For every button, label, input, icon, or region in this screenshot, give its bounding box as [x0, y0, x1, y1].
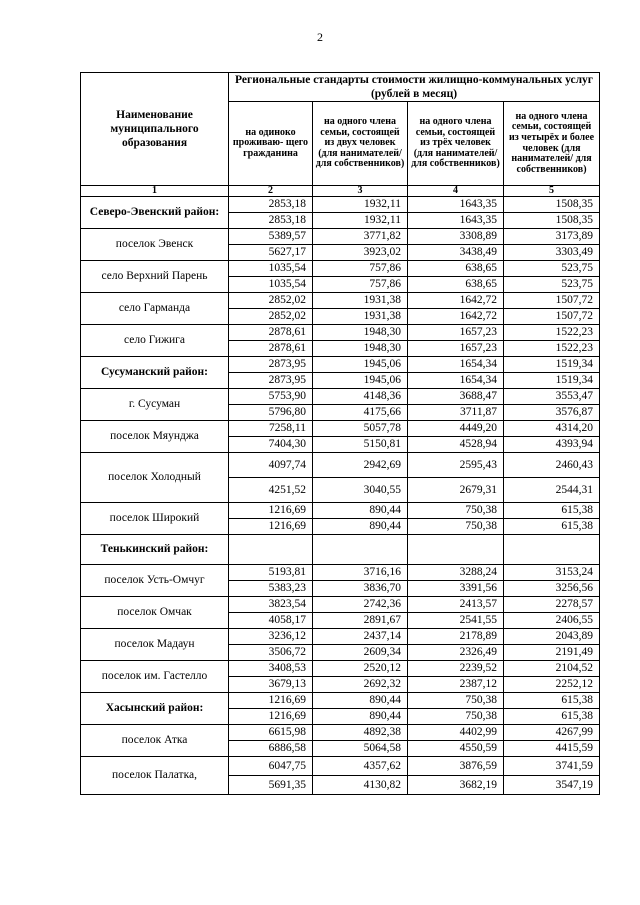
- cost-value-cell: 1522,23: [504, 325, 600, 341]
- cost-value-cell: 523,75: [504, 261, 600, 277]
- cost-value-cell: 4314,20: [504, 421, 600, 437]
- cost-value-cell: 5796,80: [229, 405, 313, 421]
- cost-value-cell: 757,86: [313, 261, 408, 277]
- table-row: [81, 597, 600, 613]
- cost-value-cell: 2239,52: [408, 661, 504, 677]
- cost-value-cell: 1522,23: [504, 341, 600, 357]
- cost-value-cell: 750,38: [408, 709, 504, 725]
- empty-cell: [313, 535, 408, 565]
- cost-value-cell: 4267,99: [504, 725, 600, 741]
- municipality-name: г. Сусуман: [81, 389, 229, 421]
- cost-value-cell: 2520,12: [313, 661, 408, 677]
- municipality-name: поселок Усть-Омчуг: [81, 565, 229, 597]
- cost-value-cell: 2278,57: [504, 597, 600, 613]
- cost-value-cell: 1216,69: [229, 519, 313, 535]
- cost-value-cell: 3256,56: [504, 581, 600, 597]
- cost-value-cell: 3438,49: [408, 245, 504, 261]
- cost-value-cell: 3153,24: [504, 565, 600, 581]
- cost-value-cell: 7404,30: [229, 437, 313, 453]
- cost-value-cell: 1507,72: [504, 309, 600, 325]
- cost-value-cell: 4402,99: [408, 725, 504, 741]
- table-row: [81, 261, 600, 277]
- municipality-name: Хасынский район:: [81, 693, 229, 725]
- cost-value-cell: 5691,35: [229, 776, 313, 795]
- cost-value-cell: 1657,23: [408, 325, 504, 341]
- cost-value-cell: 750,38: [408, 693, 504, 709]
- municipality-name: поселок Омчак: [81, 597, 229, 629]
- cost-value-cell: 638,65: [408, 277, 504, 293]
- cost-value-cell: 2692,32: [313, 677, 408, 693]
- cost-value-cell: 3553,47: [504, 389, 600, 405]
- cost-value-cell: 1654,34: [408, 357, 504, 373]
- cost-value-cell: 2942,69: [313, 453, 408, 478]
- cost-value-cell: 3506,72: [229, 645, 313, 661]
- cost-value-cell: 2252,12: [504, 677, 600, 693]
- cost-value-cell: 1643,35: [408, 213, 504, 229]
- table-row: [81, 661, 600, 677]
- table-row: [81, 453, 600, 478]
- cost-value-cell: 2742,36: [313, 597, 408, 613]
- table-row: [81, 389, 600, 405]
- cost-value-cell: 1948,30: [313, 341, 408, 357]
- cost-value-cell: 5383,23: [229, 581, 313, 597]
- cost-value-cell: 3716,16: [313, 565, 408, 581]
- cost-value-cell: 890,44: [313, 693, 408, 709]
- cost-value-cell: 5057,78: [313, 421, 408, 437]
- empty-cell: [229, 535, 313, 565]
- table-row: [81, 503, 600, 519]
- cost-value-cell: 3408,53: [229, 661, 313, 677]
- cost-value-cell: 1216,69: [229, 709, 313, 725]
- cost-value-cell: 4357,62: [313, 757, 408, 776]
- cost-value-cell: 2437,14: [313, 629, 408, 645]
- cost-value-cell: 4449,20: [408, 421, 504, 437]
- cost-value-cell: 2609,34: [313, 645, 408, 661]
- cost-value-cell: 2544,31: [504, 478, 600, 503]
- cost-value-cell: 890,44: [313, 709, 408, 725]
- cost-value-cell: 6615,98: [229, 725, 313, 741]
- municipality-name: Сусуманский район:: [81, 357, 229, 389]
- municipality-name: поселок Широкий: [81, 503, 229, 535]
- cost-value-cell: 1642,72: [408, 293, 504, 309]
- cost-value-cell: 3303,49: [504, 245, 600, 261]
- cost-value-cell: 1508,35: [504, 197, 600, 213]
- cost-value-cell: 1519,34: [504, 373, 600, 389]
- cost-value-cell: 2104,52: [504, 661, 600, 677]
- header-col-3: на одного члена семьи, состоящей из двух человек (для нанимателей/ для собственников): [313, 102, 408, 186]
- municipality-name: село Верхний Парень: [81, 261, 229, 293]
- cost-value-cell: 6886,58: [229, 741, 313, 757]
- cost-value-cell: 3391,56: [408, 581, 504, 597]
- cost-value-cell: 3876,59: [408, 757, 504, 776]
- column-index: 5: [504, 186, 600, 197]
- cost-value-cell: 5627,17: [229, 245, 313, 261]
- cost-value-cell: 2852,02: [229, 309, 313, 325]
- table-row: [81, 421, 600, 437]
- cost-value-cell: 3836,70: [313, 581, 408, 597]
- cost-value-cell: 2853,18: [229, 197, 313, 213]
- page-number: 2: [317, 30, 323, 44]
- municipality-name: поселок Мяунджа: [81, 421, 229, 453]
- cost-value-cell: 750,38: [408, 503, 504, 519]
- cost-value-cell: 3679,13: [229, 677, 313, 693]
- column-index: 2: [229, 186, 313, 197]
- cost-value-cell: 1216,69: [229, 693, 313, 709]
- cost-value-cell: 1507,72: [504, 293, 600, 309]
- cost-value-cell: 5064,58: [313, 741, 408, 757]
- header-group: Региональные стандарты стоимости жилищно-коммунальных услуг (рублей в месяц): [229, 73, 600, 102]
- cost-value-cell: 4550,59: [408, 741, 504, 757]
- municipality-name: село Гарманда: [81, 293, 229, 325]
- table-row: [81, 725, 600, 741]
- cost-value-cell: 3040,55: [313, 478, 408, 503]
- table-row: [81, 229, 600, 245]
- cost-value-cell: 4148,36: [313, 389, 408, 405]
- cost-value-cell: 615,38: [504, 503, 600, 519]
- cost-value-cell: 2873,95: [229, 373, 313, 389]
- cost-value-cell: 890,44: [313, 519, 408, 535]
- municipality-name: поселок Мадаун: [81, 629, 229, 661]
- column-index: 4: [408, 186, 504, 197]
- cost-value-cell: 1657,23: [408, 341, 504, 357]
- cost-value-cell: 4058,17: [229, 613, 313, 629]
- table-row: [81, 357, 600, 373]
- cost-value-cell: 3236,12: [229, 629, 313, 645]
- cost-value-cell: 1931,38: [313, 293, 408, 309]
- municipality-name: Тенькинский район:: [81, 535, 229, 565]
- cost-value-cell: 1643,35: [408, 197, 504, 213]
- empty-cell: [504, 535, 600, 565]
- municipality-name: поселок Холодный: [81, 453, 229, 503]
- header-col-5: на одного члена семьи, состоящей из четырёх и более человек (для нанимателей/ для собственников): [504, 102, 600, 186]
- cost-value-cell: 750,38: [408, 519, 504, 535]
- cost-value-cell: 890,44: [313, 503, 408, 519]
- cost-value-cell: 1519,34: [504, 357, 600, 373]
- cost-value-cell: 2178,89: [408, 629, 504, 645]
- cost-value-cell: 2191,49: [504, 645, 600, 661]
- cost-value-cell: 3173,89: [504, 229, 600, 245]
- cost-value-cell: 2878,61: [229, 341, 313, 357]
- cost-value-cell: 4251,52: [229, 478, 313, 503]
- cost-value-cell: 2043,89: [504, 629, 600, 645]
- column-index: 3: [313, 186, 408, 197]
- cost-value-cell: 2413,57: [408, 597, 504, 613]
- cost-value-cell: 3771,82: [313, 229, 408, 245]
- cost-value-cell: 4528,94: [408, 437, 504, 453]
- cost-value-cell: 3688,47: [408, 389, 504, 405]
- cost-value-cell: 5389,57: [229, 229, 313, 245]
- cost-value-cell: 3547,19: [504, 776, 600, 795]
- cost-value-cell: 615,38: [504, 709, 600, 725]
- cost-value-cell: 638,65: [408, 261, 504, 277]
- cost-value-cell: 2873,95: [229, 357, 313, 373]
- cost-value-cell: 1945,06: [313, 373, 408, 389]
- cost-value-cell: 3823,54: [229, 597, 313, 613]
- cost-value-cell: 2460,43: [504, 453, 600, 478]
- cost-value-cell: 4393,94: [504, 437, 600, 453]
- cost-value-cell: 523,75: [504, 277, 600, 293]
- table-row: [81, 535, 600, 565]
- cost-value-cell: 4097,74: [229, 453, 313, 478]
- cost-value-cell: 2541,55: [408, 613, 504, 629]
- housing-cost-standards-table: [80, 72, 600, 795]
- cost-value-cell: 1654,34: [408, 373, 504, 389]
- cost-value-cell: 2326,49: [408, 645, 504, 661]
- cost-value-cell: 1642,72: [408, 309, 504, 325]
- cost-value-cell: 7258,11: [229, 421, 313, 437]
- cost-value-cell: 3682,19: [408, 776, 504, 795]
- cost-value-cell: 2387,12: [408, 677, 504, 693]
- municipality-name: село Гижига: [81, 325, 229, 357]
- table-row: [81, 693, 600, 709]
- cost-value-cell: 1945,06: [313, 357, 408, 373]
- cost-value-cell: 5150,81: [313, 437, 408, 453]
- cost-value-cell: 615,38: [504, 693, 600, 709]
- table-row: [81, 293, 600, 309]
- cost-value-cell: 2679,31: [408, 478, 504, 503]
- header-col-4: на одного члена семьи, состоящей из трёх человек (для нанимателей/ для собственников): [408, 102, 504, 186]
- cost-value-cell: 2853,18: [229, 213, 313, 229]
- cost-value-cell: 1035,54: [229, 277, 313, 293]
- table-row: [81, 197, 600, 213]
- cost-value-cell: 615,38: [504, 519, 600, 535]
- cost-value-cell: 5753,90: [229, 389, 313, 405]
- cost-value-cell: 3288,24: [408, 565, 504, 581]
- cost-value-cell: 1216,69: [229, 503, 313, 519]
- table-body: [81, 197, 600, 795]
- cost-value-cell: 1931,38: [313, 309, 408, 325]
- cost-value-cell: 2852,02: [229, 293, 313, 309]
- cost-value-cell: 6047,75: [229, 757, 313, 776]
- cost-value-cell: 2891,67: [313, 613, 408, 629]
- cost-value-cell: 5193,81: [229, 565, 313, 581]
- municipality-name: поселок Палатка,: [81, 757, 229, 795]
- municipality-name: поселок Эвенск: [81, 229, 229, 261]
- cost-value-cell: 2878,61: [229, 325, 313, 341]
- header-col-2: на одиноко проживаю- щего гражданина: [229, 102, 313, 186]
- cost-value-cell: 3741,59: [504, 757, 600, 776]
- cost-value-cell: 3576,87: [504, 405, 600, 421]
- cost-value-cell: 4130,82: [313, 776, 408, 795]
- cost-value-cell: 4892,38: [313, 725, 408, 741]
- cost-value-cell: 2406,55: [504, 613, 600, 629]
- cost-value-cell: 1035,54: [229, 261, 313, 277]
- empty-cell: [408, 535, 504, 565]
- table-row: [81, 629, 600, 645]
- cost-value-cell: 757,86: [313, 277, 408, 293]
- municipality-name: поселок им. Гастелло: [81, 661, 229, 693]
- cost-value-cell: 4415,59: [504, 741, 600, 757]
- cost-value-cell: 1932,11: [313, 197, 408, 213]
- cost-value-cell: 3308,89: [408, 229, 504, 245]
- cost-value-cell: 1948,30: [313, 325, 408, 341]
- table-row: [81, 565, 600, 581]
- table-row: [81, 325, 600, 341]
- header-municipality: Наименование муниципального образования: [81, 73, 229, 186]
- cost-value-cell: 4175,66: [313, 405, 408, 421]
- column-index: 1: [81, 186, 229, 197]
- cost-value-cell: 3711,87: [408, 405, 504, 421]
- cost-value-cell: 2595,43: [408, 453, 504, 478]
- cost-value-cell: 1932,11: [313, 213, 408, 229]
- cost-value-cell: 1508,35: [504, 213, 600, 229]
- table-row: [81, 757, 600, 776]
- municipality-name: Северо-Эвенский район:: [81, 197, 229, 229]
- cost-value-cell: 3923,02: [313, 245, 408, 261]
- municipality-name: поселок Атка: [81, 725, 229, 757]
